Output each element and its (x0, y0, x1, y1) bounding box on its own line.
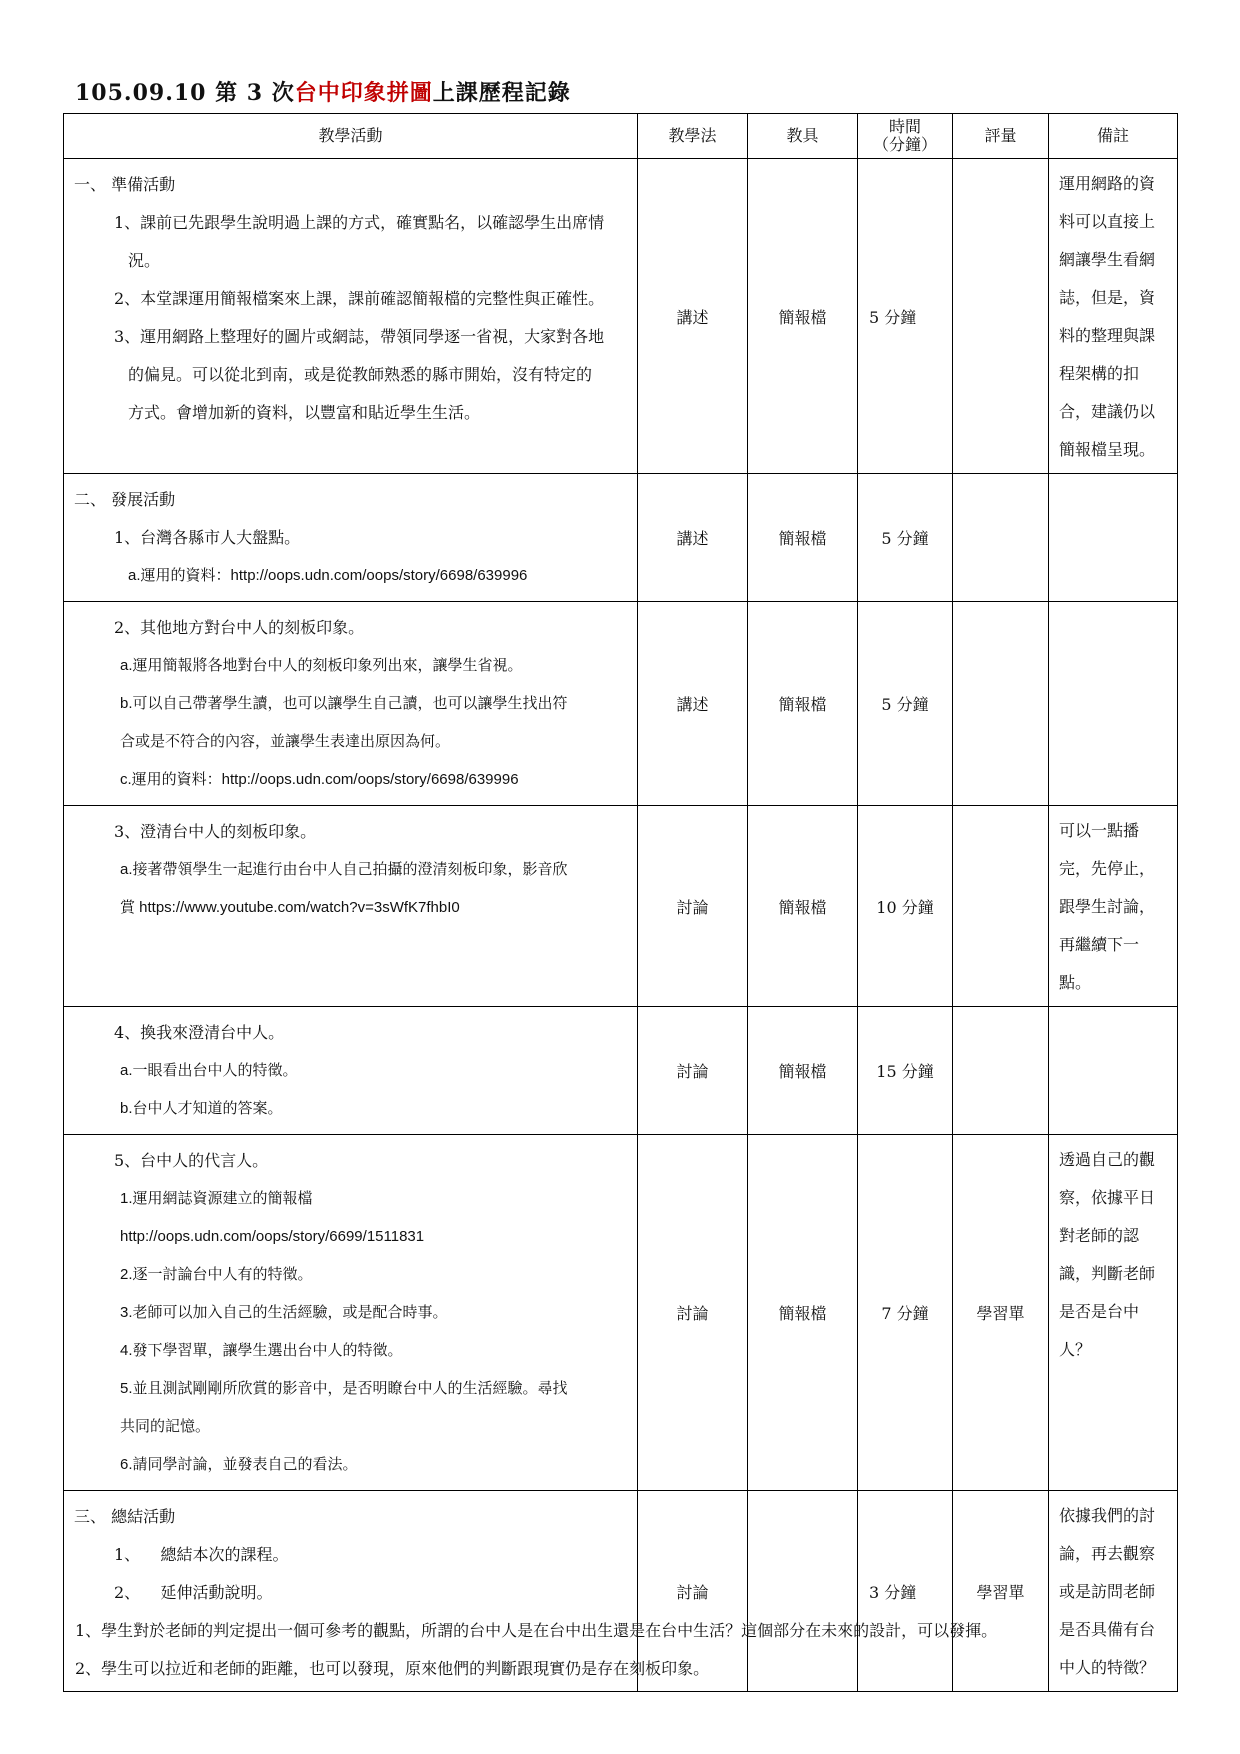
method-cell: 討論 (638, 1007, 748, 1135)
activity-line: 3.老師可以加入自己的生活經驗，或是配合時事。 (120, 1304, 448, 1321)
activity-line: 方式。會增加新的資料，以豐富和貼近學生生活。 (128, 403, 481, 422)
header-activity: 教學活動 (64, 114, 638, 159)
title-topic: 台中印象拼圖 (294, 80, 433, 106)
table-row (64, 806, 1178, 1007)
table-row (64, 474, 1178, 602)
remarks-line: 料的整理與課 (1059, 326, 1156, 345)
activity-cell (64, 602, 638, 806)
activity-cell (64, 474, 638, 602)
remarks-line: 料可以直接上 (1059, 212, 1156, 231)
remarks-cell (1049, 159, 1178, 474)
activity-line: 一、 準備活動 (74, 175, 176, 194)
method-cell: 講述 (638, 602, 748, 806)
remarks-line: 完，先停止， (1059, 859, 1156, 878)
table-row (64, 1135, 1178, 1491)
remarks-line: 跟學生討論， (1059, 897, 1156, 916)
tool-cell: 簡報檔 (748, 1135, 858, 1491)
header-time-line2: （分鐘） (872, 135, 937, 154)
remarks-cell (1049, 1491, 1178, 1692)
remarks-line: 人？ (1059, 1340, 1092, 1359)
activity-line: 況。 (128, 251, 161, 270)
activity-line: a.運用簡報將各地對台中人的刻板印象列出來，讓學生省視。 (120, 657, 523, 674)
remarks-cell (1049, 602, 1178, 806)
activity-cell (64, 806, 638, 1007)
activity-line: 1、台灣各縣市人大盤點。 (114, 528, 301, 547)
remarks-line: 對老師的認 (1059, 1226, 1140, 1245)
activity-line: c.運用的資料：http://oops.udn.com/oops/story/6698/639996 (120, 771, 519, 788)
activity-line: 二、 發展活動 (74, 490, 176, 509)
remarks-cell (1049, 806, 1178, 1007)
activity-line: 的偏見。可以從北到南，或是從教師熟悉的縣市開始，沒有特定的 (128, 365, 593, 384)
method-cell: 討論 (638, 1491, 748, 1692)
activity-line: a.一眼看出台中人的特徵。 (120, 1062, 298, 1079)
time-cell: 10 分鐘 (858, 806, 953, 1007)
activity-line: 1、課前已先跟學生說明過上課的方式，確實點名，以確認學生出席情 (114, 213, 605, 232)
assessment-cell (953, 159, 1049, 474)
remarks-line: 再繼續下一 (1059, 935, 1140, 954)
activity-line: 2.逐一討論台中人有的特徵。 (120, 1266, 313, 1283)
activity-line: b.台中人才知道的答案。 (120, 1100, 283, 1117)
activity-line: 2、 延伸活動說明。 (114, 1583, 273, 1602)
remarks-line: 依據我們的討 (1059, 1506, 1156, 1525)
activity-cell (64, 1007, 638, 1135)
tool-cell: 簡報檔 (748, 602, 858, 806)
time-cell: 15 分鐘 (858, 1007, 953, 1135)
time-cell: 5 分鐘 (858, 159, 953, 474)
header-time-line1: 時間 (888, 117, 921, 136)
footnote: 1、學生對於老師的判定提出一個可參考的觀點，所謂的台中人是在台中出生還是在台中生活？這個部分在未來的設計，可以發揮。 (75, 1621, 998, 1640)
activity-line: 1、 總結本次的課程。 (114, 1545, 289, 1564)
assessment-cell (953, 1007, 1049, 1135)
remarks-line: 或是訪問老師 (1059, 1582, 1156, 1601)
remarks-line: 透過自己的觀 (1059, 1150, 1156, 1169)
activity-cell (64, 159, 638, 474)
activity-line: 3、運用網路上整理好的圖片或網誌，帶領同學逐一省視，大家對各地 (114, 327, 605, 346)
time-cell: 5 分鐘 (858, 602, 953, 806)
activity-line: 2、本堂課運用簡報檔案來上課，課前確認簡報檔的完整性與正確性。 (114, 289, 605, 308)
remarks-line: 論，再去觀察 (1059, 1544, 1156, 1563)
header-time (858, 114, 953, 159)
remarks-line: 識，判斷老師 (1059, 1264, 1156, 1283)
assessment-cell (953, 602, 1049, 806)
header-method: 教學法 (638, 114, 748, 159)
activity-line: a.接著帶領學生一起進行由台中人自己拍攝的澄清刻板印象，影音欣 (120, 861, 568, 878)
tool-cell: 簡報檔 (748, 474, 858, 602)
activity-line: 5.並且測試剛剛所欣賞的影音中，是否明瞭台中人的生活經驗。尋找 (120, 1380, 568, 1397)
activity-line: http://oops.udn.com/oops/story/6699/1511831 (120, 1228, 425, 1245)
activity-line: 三、 總結活動 (74, 1507, 176, 1526)
assessment-cell (953, 806, 1049, 1007)
header-assessment: 評量 (953, 114, 1049, 159)
method-cell: 討論 (638, 1135, 748, 1491)
assessment-cell: 學習單 (953, 1135, 1049, 1491)
activity-line: 賞 https://www.youtube.com/watch?v=3sWfK7fhbI0 (120, 899, 460, 916)
tool-cell: 簡報檔 (748, 159, 858, 474)
remarks-line: 簡報檔呈現。 (1059, 440, 1156, 459)
title-suffix: 上課歷程記錄 (432, 80, 571, 106)
table-row (64, 1007, 1178, 1135)
remarks-cell (1049, 1007, 1178, 1135)
remarks-line: 程架構的扣 (1059, 364, 1140, 383)
remarks-line: 點。 (1059, 973, 1092, 992)
method-cell: 講述 (638, 159, 748, 474)
method-cell: 討論 (638, 806, 748, 1007)
title-date: 105.09.10 第 3 次 (75, 80, 295, 106)
page-title (75, 76, 571, 107)
time-cell: 5 分鐘 (858, 474, 953, 602)
remarks-cell (1049, 474, 1178, 602)
activity-line: 3、澄清台中人的刻板印象。 (114, 822, 317, 841)
remarks-line: 誌，但是，資 (1059, 288, 1156, 307)
activity-line: 共同的記憶。 (120, 1418, 211, 1435)
assessment-cell: 學習單 (953, 1491, 1049, 1692)
remarks-line: 運用網路的資 (1059, 174, 1156, 193)
lesson-record-table (63, 113, 1178, 1692)
remarks-line: 察，依據平日 (1059, 1188, 1156, 1207)
time-cell: 3 分鐘 (858, 1491, 953, 1692)
remarks-cell (1049, 1135, 1178, 1491)
time-cell: 7 分鐘 (858, 1135, 953, 1491)
activity-line: 6.請同學討論，並發表自己的看法。 (120, 1456, 358, 1473)
activity-line: 4、換我來澄清台中人。 (114, 1023, 285, 1042)
assessment-cell (953, 474, 1049, 602)
activity-line: 1.運用網誌資源建立的簡報檔 (120, 1190, 313, 1207)
tool-cell: 簡報檔 (748, 806, 858, 1007)
activity-line: b.可以自己帶著學生讀，也可以讓學生自己讀，也可以讓學生找出符 (120, 695, 568, 712)
remarks-line: 是否是台中 (1059, 1302, 1140, 1321)
header-tool: 教具 (748, 114, 858, 159)
remarks-line: 網讓學生看網 (1059, 250, 1156, 269)
footnote: 2、學生可以拉近和老師的距離，也可以發現，原來他們的判斷跟現實仍是存在刻板印象。 (75, 1659, 710, 1678)
header-remarks: 備註 (1049, 114, 1178, 159)
table-header-row (64, 114, 1178, 159)
remarks-line: 合，建議仍以 (1059, 402, 1156, 421)
activity-line: 合或是不符合的內容，並讓學生表達出原因為何。 (120, 733, 451, 750)
tool-cell (748, 1491, 858, 1692)
table-row (64, 602, 1178, 806)
method-cell: 講述 (638, 474, 748, 602)
activity-line: 4.發下學習單，讓學生選出台中人的特徵。 (120, 1342, 403, 1359)
activity-line: a.運用的資料：http://oops.udn.com/oops/story/6698/639996 (128, 567, 528, 584)
activity-cell (64, 1135, 638, 1491)
table-row (64, 159, 1178, 474)
tool-cell: 簡報檔 (748, 1007, 858, 1135)
remarks-line: 中人的特徵？ (1059, 1658, 1156, 1677)
remarks-line: 可以一點播 (1059, 821, 1140, 840)
activity-line: 2、其他地方對台中人的刻板印象。 (114, 618, 365, 637)
activity-line: 5、台中人的代言人。 (114, 1151, 269, 1170)
remarks-line: 是否具備有台 (1059, 1620, 1156, 1639)
